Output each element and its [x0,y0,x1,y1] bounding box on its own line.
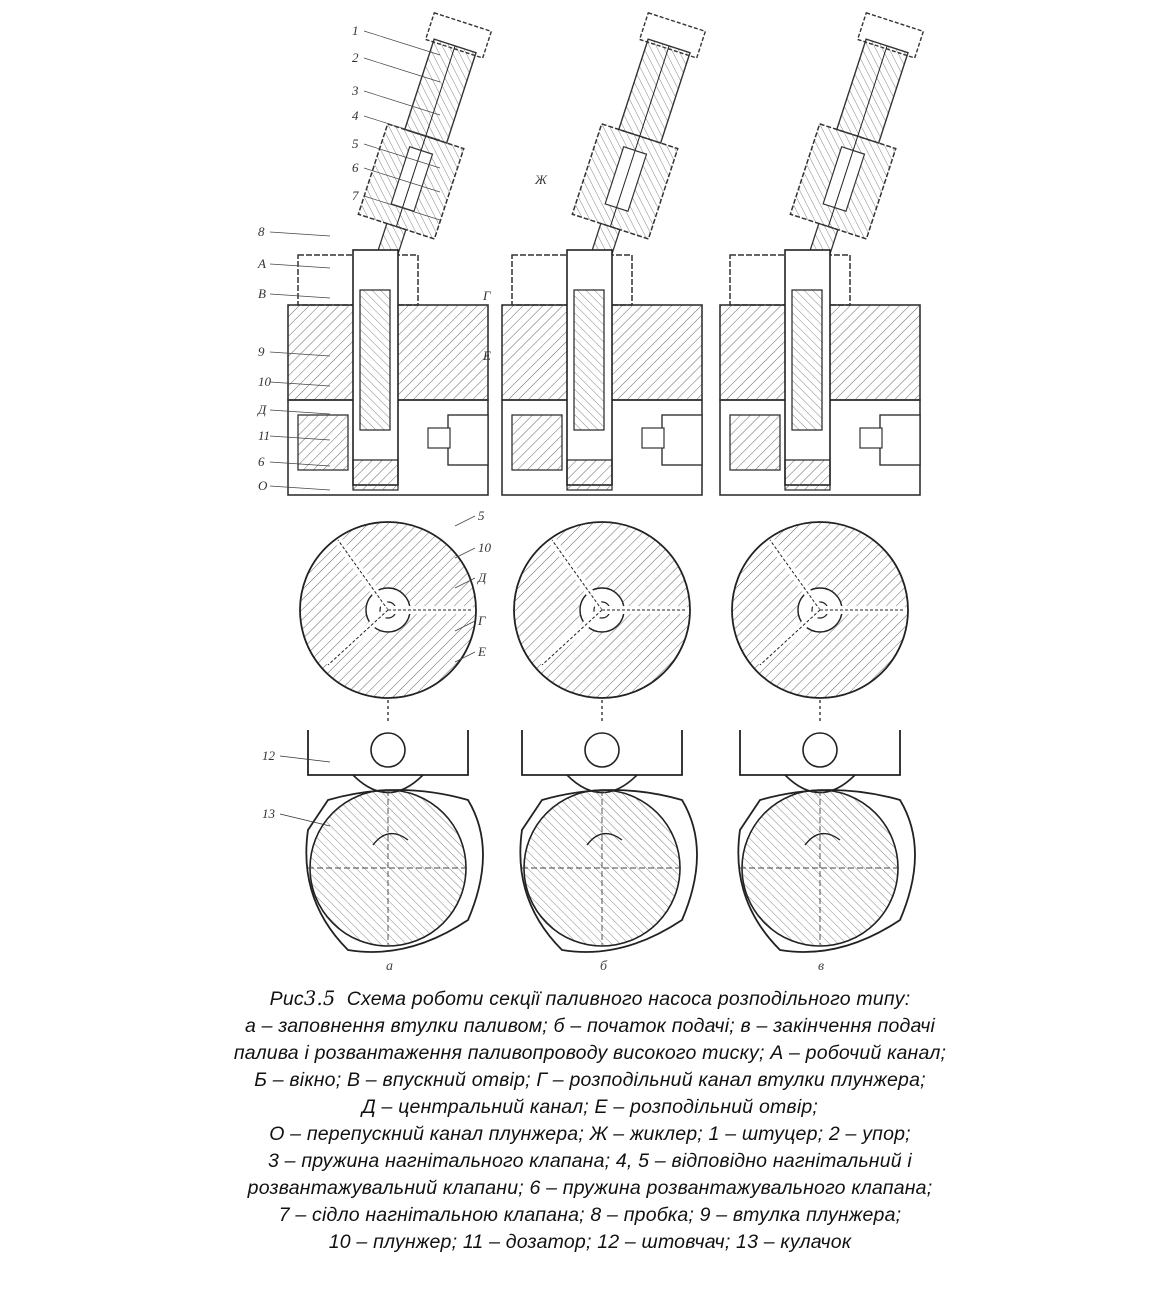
part-label-8: А [258,256,266,271]
section-a-drawing [288,10,501,952]
label-12: 12 [262,748,275,763]
leader-line-7 [270,232,330,236]
part-label-15: О [258,478,268,493]
part-label-3: 4 [352,108,359,123]
sublabel-a: а [386,959,393,974]
sublabel-c: в [818,959,825,974]
caption-title: Схема роботи секції паливного насоса розподільного типу: [346,988,911,1010]
label-13: 13 [262,806,275,821]
section-c-drawing [720,10,933,952]
part-label-13: 11 [258,428,271,443]
caption-line-0 [150,985,1030,1013]
part-label-6: 7 [352,188,359,203]
caption-line: О – перепускний канал плунжера; Ж – жиклер; 1 – штуцер; 2 – упор; [269,1123,911,1145]
leader-line-12 [270,410,330,414]
caption-number: 3.5 [303,987,336,1010]
caption-line: 10 – плунжер; 11 – дозатор; 12 – штовчач; 13 – кулачок [328,1231,852,1253]
part-label-5: 6 [352,160,359,175]
part-label-4: 5 [352,136,359,151]
figure-caption [150,985,1030,1256]
caption-line: 7 – сідло нагнітальною клапана; 8 – пробка; 9 – втулка плунжера; [278,1204,902,1226]
disc-label-3: Г [478,613,486,628]
disc-label-1: 10 [478,540,491,555]
part-label-1: 2 [352,50,359,65]
part-label-14: 6 [258,454,265,469]
leader-line-0 [364,31,440,55]
part-label-10: 9 [258,344,265,359]
sublabel-b: б [600,959,608,974]
part-label-11: 10 [258,374,271,389]
part-label-12: Д [258,402,267,417]
disc-leader-0 [455,516,475,526]
leader-line-15 [270,486,330,490]
section-b-drawing [502,10,715,952]
disc-label-2: Д [478,570,487,585]
label-e: Е [483,348,491,363]
caption-line: а – заповнення втулки паливом; б – початок подачі; в – закінчення подачі [244,1015,936,1037]
caption-prefix: Рис [269,988,304,1010]
disc-label-0: 5 [478,508,485,523]
part-label-7: 8 [258,224,265,239]
caption-line: розвантажувальний клапани; 6 – пружина розвантажувального клапана; [247,1177,933,1199]
caption-line: 3 – пружина нагнітального клапана; 4, 5 – відповідно нагнітальний і [268,1150,912,1172]
part-label-9: В [258,286,266,301]
leader-line-8 [270,264,330,268]
caption-line: Д – центральний канал; Е – розподільний отвір; [361,1096,819,1118]
caption-line: палива і розвантаження паливопроводу високого тиску; А – робочий канал; [233,1042,947,1064]
disc-label-4: Е [478,644,486,659]
disc-leader-1 [455,548,475,558]
leader-line-9 [270,294,330,298]
caption-line: Б – вікно; В – впускний отвір; Г – розподільний канал втулки плунжера; [254,1069,926,1091]
label-g: Г [483,288,491,303]
part-label-2: 3 [352,83,359,98]
part-label-0: 1 [352,23,359,38]
label-zh: Ж [535,172,547,187]
